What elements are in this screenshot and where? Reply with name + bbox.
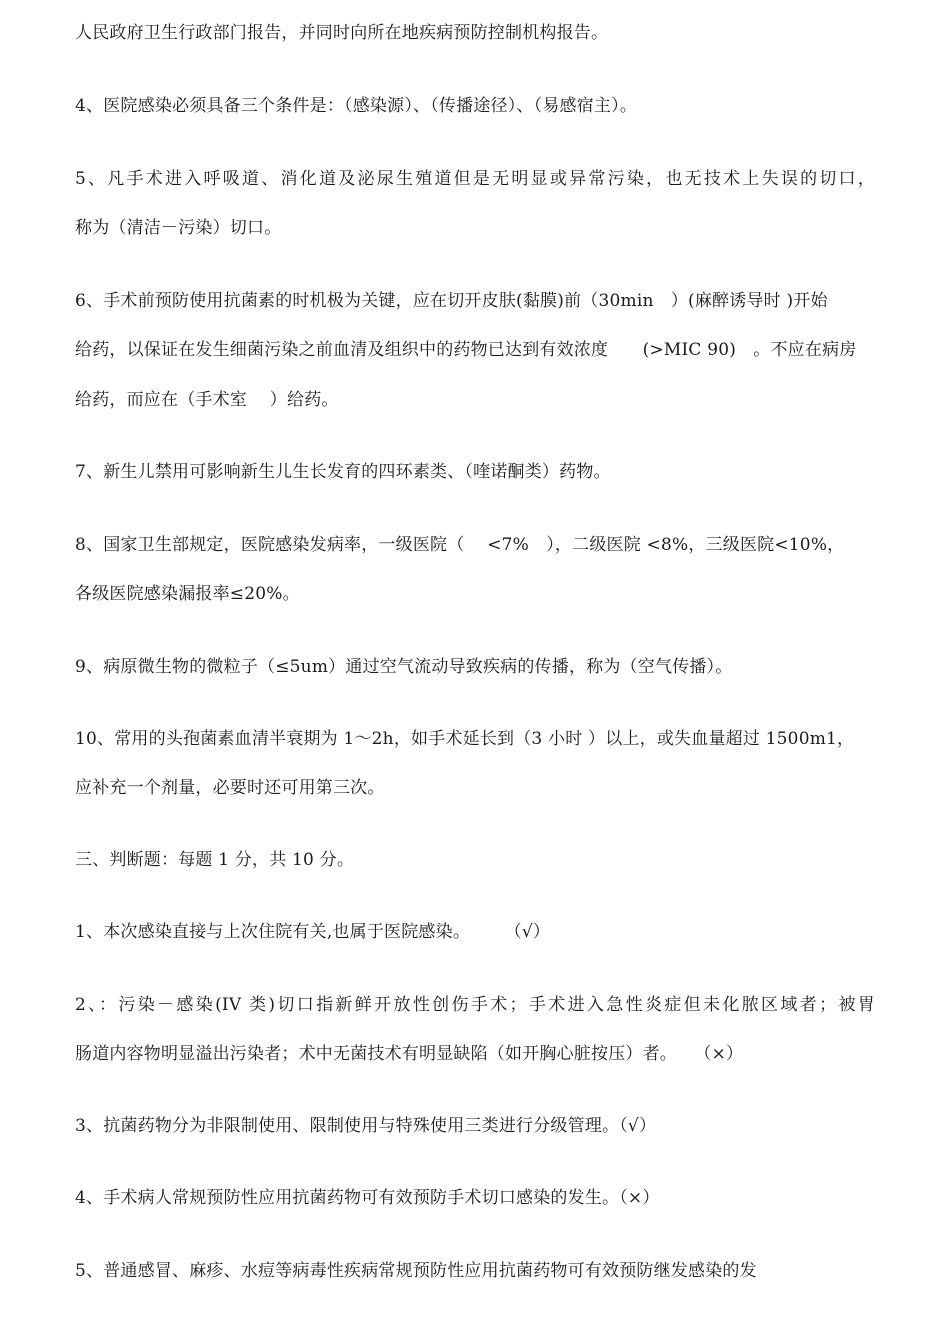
text-line: 1、本次感染直接与上次住院有关,也属于医院感染。 （√） bbox=[75, 922, 551, 942]
text-line: 5、凡手术进入呼吸道、消化道及泌尿生殖道但是无明显或异常污染，也无技术上失误的切口， bbox=[75, 169, 875, 189]
text-line: 2、：污染－感染(IV 类)切口指新鲜开放性创伤手术；手术进入急性炎症但未化脓区域者；被胃 bbox=[75, 995, 875, 1015]
text-line: 各级医院感染漏报率≤20%。 bbox=[75, 584, 300, 604]
text-line: 9、病原微生物的微粒子（≤5um）通过空气流动导致疾病的传播，称为（空气传播）。 bbox=[75, 657, 733, 677]
section-heading: 三、判断题：每题 1 分，共 10 分。 bbox=[75, 850, 355, 870]
text-line: 4、医院感染必须具备三个条件是：（感染源）、（传播途径）、（易感宿主）。 bbox=[75, 96, 638, 116]
text-line: 给药，而应在（手术室 ）给药。 bbox=[75, 390, 339, 410]
text-line: 7、新生儿禁用可影响新生儿生长发育的四环素类、（喹诺酮类）药物。 bbox=[75, 462, 611, 482]
text-line: 3、抗菌药物分为非限制使用、限制使用与特殊使用三类进行分级管理。（√） bbox=[75, 1116, 657, 1136]
text-line: 肠道内容物明显溢出污染者；术中无菌技术有明显缺陷（如开胸心脏按压）者。 （×） bbox=[75, 1044, 744, 1064]
text-line: 10、常用的头孢菌素血清半衰期为 1～2h，如手术延长到（3 小时 ）以上，或失血量超过 1500m1， bbox=[75, 729, 855, 749]
text-line: 4、手术病人常规预防性应用抗菌药物可有效预防手术切口感染的发生。（×） bbox=[75, 1188, 660, 1208]
text-line: 6、手术前预防使用抗菌素的时机极为关键，应在切开皮肤(黏膜)前（30min ）(麻醉诱导时 )开始 bbox=[75, 291, 828, 311]
text-line: 人民政府卫生行政部门报告，并同时向所在地疾病预防控制机构报告。 bbox=[75, 23, 609, 43]
text-line: 应补充一个剂量，必要时还可用第三次。 bbox=[75, 778, 385, 798]
text-line: 称为（清洁－污染）切口。 bbox=[75, 218, 282, 238]
text-line: 8、国家卫生部规定，医院感染发病率，一级医院（ <7% ），二级医院 <8%，三级医院<10%， bbox=[75, 535, 845, 555]
text-line: 5、普通感冒、麻疹、水痘等病毒性疾病常规预防性应用抗菌药物可有效预防继发感染的发 bbox=[75, 1261, 757, 1281]
text-line: 给药，以保证在发生细菌污染之前血清及组织中的药物已达到有效浓度 (>MIC 90) 。不应在病房 bbox=[75, 340, 857, 360]
